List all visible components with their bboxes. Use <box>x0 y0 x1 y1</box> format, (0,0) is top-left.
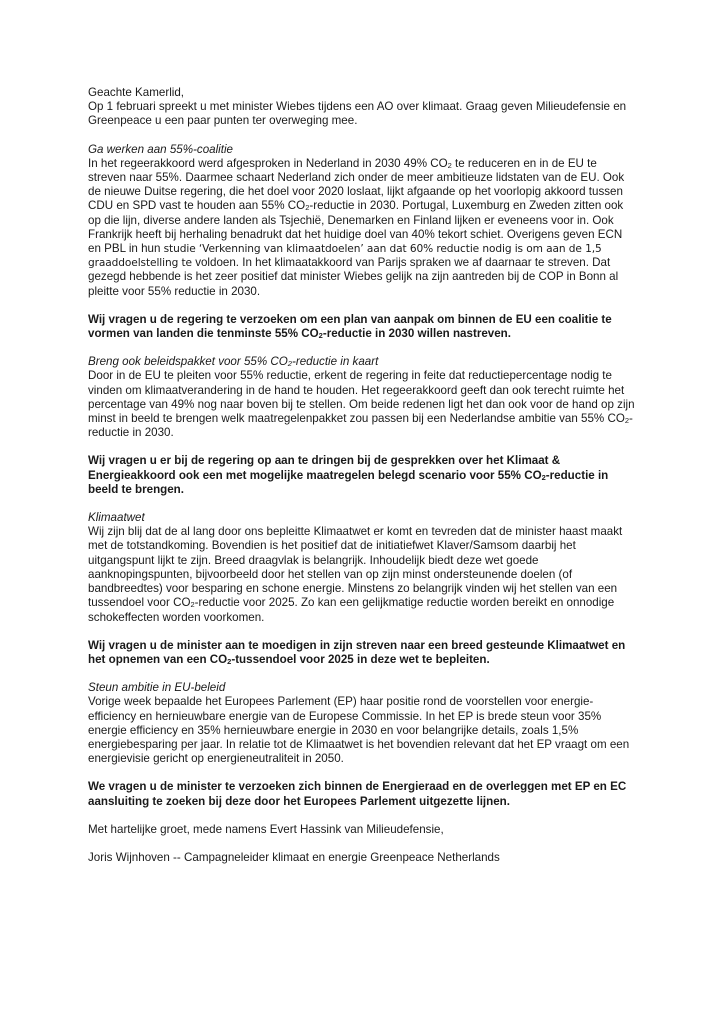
intro-paragraph: Op 1 februari spreekt u met minister Wiebes tijdens een AO over klimaat. Graag geven Milieudefensie en Greenpeace u een paar punten ter overweging mee. <box>88 100 627 128</box>
signature-line: Joris Wijnhoven -- Campagneleider klimaat en energie Greenpeace Netherlands <box>88 850 500 864</box>
section-heading-climate-law: Klimaatwet <box>88 511 145 525</box>
section-heading-coalition: Ga werken aan 55%-coalitie <box>88 142 234 156</box>
highlighted-study-reference: studie ‘Verkenning van klimaatdoelen’ aan dat 60% reductie nodig is om aan de 1,5 graaddoelstelling te <box>88 243 602 270</box>
section-body-coalition: In het regeerakkoord werd afgesproken in Nederland in 2030 49% $CO_2$ te reduceren en in de EU te streven naar 55%. Daarmee schaart Nederland zich onder de meer ambitieuze lidstaten van de EU. Ook de nieuwe Duitse regering, die het doel voor 2020 loslaat, lijkt afgaande op het voorlopig akkoord tussen CDU en SPD vast te houden aan 55% $CO_2$-reductie in 2030. Portugal, Luxemburg en Zweden zitten ook op die lijn, diverse andere landen als Tsjechië, Denemarken en Finland lijken er eveneens voor in. Ook Frankrijk heeft bij herhaling benadrukt dat het huidige doel van 40% tekort schiet. Overigens geven ECN en PBL in hun studie ‘Verkenning van klimaatdoelen’ aan dat 60% reductie nodig is om aan de 1,5 graaddoelstelling te voldoen. In het klimaatakkoord van Parijs spraken we af daarnaar te streven. Dat gezegd hebbende is het zeer positief dat minister Wiebes gelijk na zijn aantreden bij de COP in Bonn al pleitte voor 55% reductie in 2030. <box>88 156 625 298</box>
section-body-climate-law: Wij zijn blij dat de al lang door ons bepleitte Klimaatwet er komt en tevreden dat de minister haast maakt met de totstandkoming. Bovendien is het positief dat de initiatiefwet Klaver/Samsom daarbij het uitgangspunt lijkt te zijn. Breed draagvlak is belangrijk. Inhoudelijk biedt deze wet goede aanknopingspunten, bijvoorbeeld door het stellen van op zijn minst ondersteunende doelen (of bandbreedtes) voor besparing en schone energie. Minstens zo belangrijk vinden wij het stellen van een tussendoel voor $CO_2$-reductie voor 2025. Zo kan een gelijkmatige reductie worden bereikt en onnodige schokeffecten worden voorkomen. <box>88 525 623 624</box>
section-body-policy-package: Door in de EU te pleiten voor 55% reductie, erkent de regering in feite dat reductiepercentage nodig te vinden om klimaatverandering in de hand te houden. Het regeerakkoord geeft dan ook terecht ruimte het percentage van 49% nog naar boven bij te stellen. Om beide redenen ligt het dan ook voor de hand op zijn minst in beeld te brengen welk maatregelenpakket zou passen bij een Nederlandse ambitie van 55% $CO_2$-reductie in 2030. <box>88 369 635 440</box>
closing-line: Met hartelijke groet, mede namens Evert Hassink van Milieudefensie, <box>88 822 444 836</box>
section-heading-policy-package: Breng ook beleidspakket voor 55% $CO_2$-reductie in kaart <box>88 355 379 369</box>
request-policy-package: Wij vragen u er bij de regering op aan te dringen bij de gesprekken over het Klimaat & Energieakkoord ook een met mogelijke maatregelen belegd scenario voor 55% $CO_2$-reductie in beeld te brengen. <box>88 454 609 496</box>
request-coalition: Wij vragen u de regering te verzoeken om een plan van aanpak om binnen de EU een coalitie te vormen van landen die tenminste 55% $CO_2$-reductie in 2030 willen nastreven. <box>88 312 612 341</box>
salutation: Geachte Kamerlid, <box>88 86 185 99</box>
request-climate-law: Wij vragen u de minister aan te moedigen in zijn streven naar een breed gesteunde Klimaatwet en het opnemen van een $CO_2$-tussendoel voor 2025 in deze wet te bepleiten. <box>88 638 626 666</box>
section-heading-eu-policy: Steun ambitie in EU-beleid <box>88 681 226 695</box>
letter-page <box>88 86 636 865</box>
request-eu-policy: We vragen u de minister te verzoeken zich binnen de Energieraad en de overleggen met EP en EC aansluiting te zoeken bij deze door het Europees Parlement uitgezette lijnen. <box>88 780 627 808</box>
section-body-eu-policy: Vorige week bepaalde het Europees Parlement (EP) haar positie rond de voorstellen voor energie-efficiency en hernieuwbare energie van de Europese Commissie. In het EP is brede steun voor 35% energie efficiency en 35% hernieuwbare energie in 2030 en voor belangrijke details, zoals 1,5% energiebesparing per jaar. In relatie tot de Klimaatwet is het bovendien relevant dat het EP vraagt om een energievisie gericht op energieneutraliteit in 2050. <box>88 695 630 766</box>
